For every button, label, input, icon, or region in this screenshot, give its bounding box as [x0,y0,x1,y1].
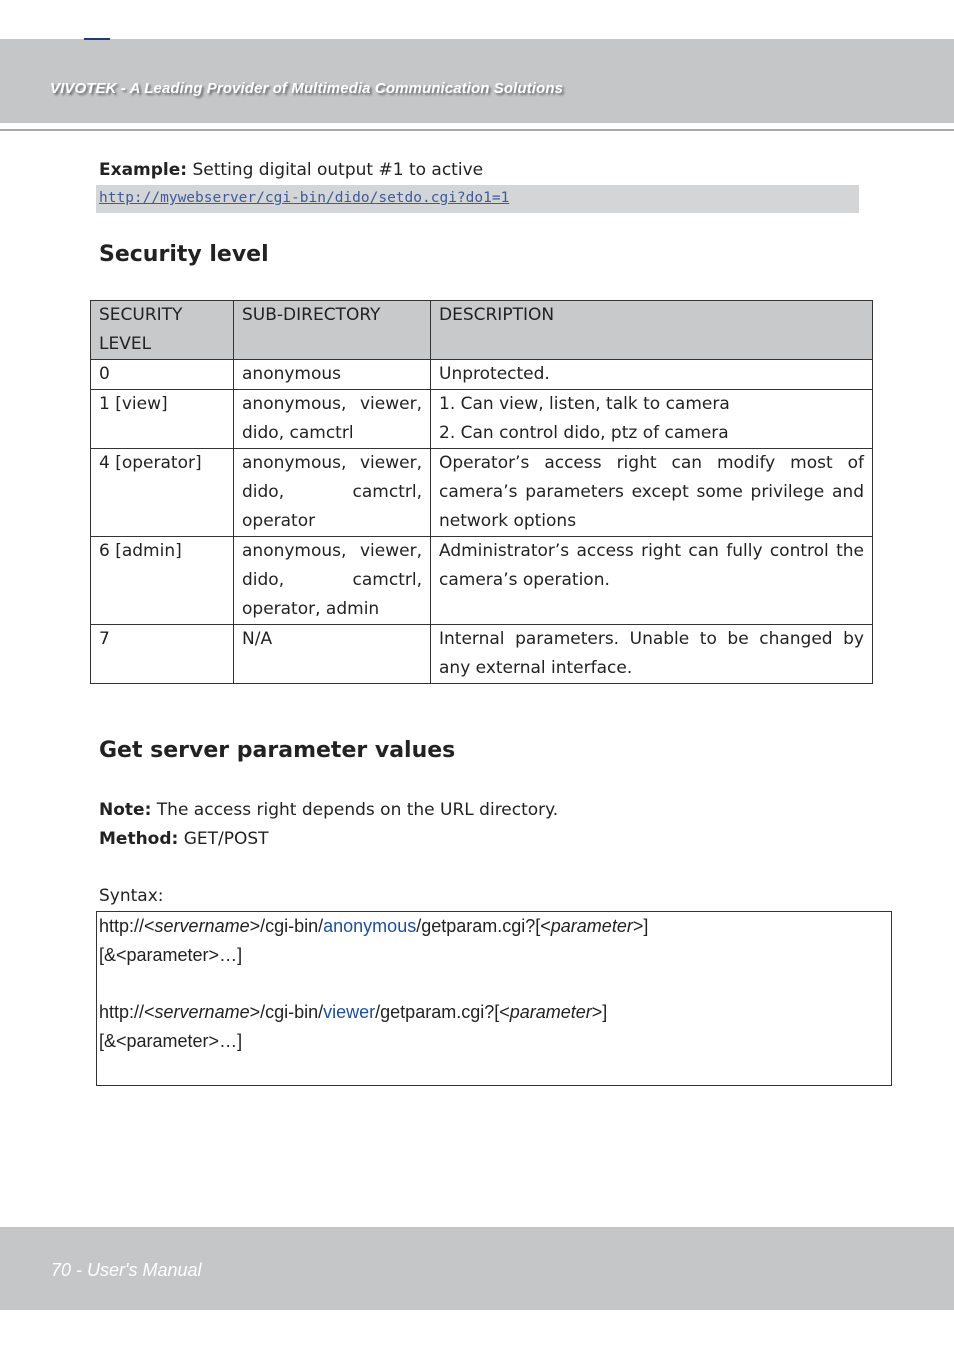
syntax-line-more-2: [&<parameter>…] [99,1031,243,1051]
cell-description: Administrator’s access right can fully control the camera’s operation. [431,537,873,625]
header-accent-mark [84,38,110,40]
cell-subdir: anonymous [234,360,431,390]
table-row [91,537,873,625]
syntax-line-anonymous: http://<servername>/cgi-bin/anonymous/getparam.cgi?[<parameter>] [99,916,649,936]
table-row [91,360,873,390]
syntax-label: Syntax: [99,886,164,906]
header-divider [0,129,954,131]
get-server-parameter-heading: Get server parameter values [99,738,456,763]
column-header-security-level: SECURITY LEVEL [91,301,234,360]
example-line [99,156,483,185]
note-label: Note: [99,800,152,820]
cell-subdir: anonymous, viewer, dido, camctrl, operator, admin [234,537,431,625]
table-row [91,625,873,684]
column-header-description: DESCRIPTION [431,301,873,360]
cell-level: 0 [91,360,234,390]
table-row [91,390,873,449]
cell-description: Unprotected. [431,360,873,390]
cell-level: 6 [admin] [91,537,234,625]
table-row [91,449,873,537]
security-level-heading: Security level [99,242,269,267]
cell-subdir: anonymous, viewer, dido, camctrl [234,390,431,449]
table-header-row [91,301,873,360]
viewer-directory: viewer [323,1002,376,1022]
note-text: The access right depends on the URL directory. [156,800,559,820]
note-line [99,796,558,825]
anonymous-directory: anonymous [323,916,417,936]
cell-subdir: anonymous, viewer, dido, camctrl, operator [234,449,431,537]
example-label: Example: [99,160,188,180]
cell-description: 1. Can view, listen, talk to camera 2. Can control dido, ptz of camera [431,390,873,449]
header-title: VIVOTEK - A Leading Provider of Multimedia Communication Solutions [50,80,564,97]
method-label: Method: [99,829,179,849]
cell-description: Operator’s access right can modify most of camera’s parameters except some privilege and network options [431,449,873,537]
method-line [99,825,269,854]
security-level-table [90,300,873,684]
cell-level: 1 [view] [91,390,234,449]
cell-level: 7 [91,625,234,684]
method-text: GET/POST [183,829,269,849]
cell-description: Internal parameters. Unable to be changed by any external interface. [431,625,873,684]
syntax-line-viewer: http://<servername>/cgi-bin/viewer/getparam.cgi?[<parameter>] [99,1002,608,1022]
column-header-sub-directory: SUB-DIRECTORY [234,301,431,360]
page-number-footer: 70 - User's Manual [51,1260,202,1280]
example-url-link[interactable]: http://mywebserver/cgi-bin/dido/setdo.cgi?do1=1 [99,190,510,206]
cell-subdir: N/A [234,625,431,684]
cell-level: 4 [operator] [91,449,234,537]
example-text: Setting digital output #1 to active [192,160,484,180]
syntax-line-more-1: [&<parameter>…] [99,945,243,965]
